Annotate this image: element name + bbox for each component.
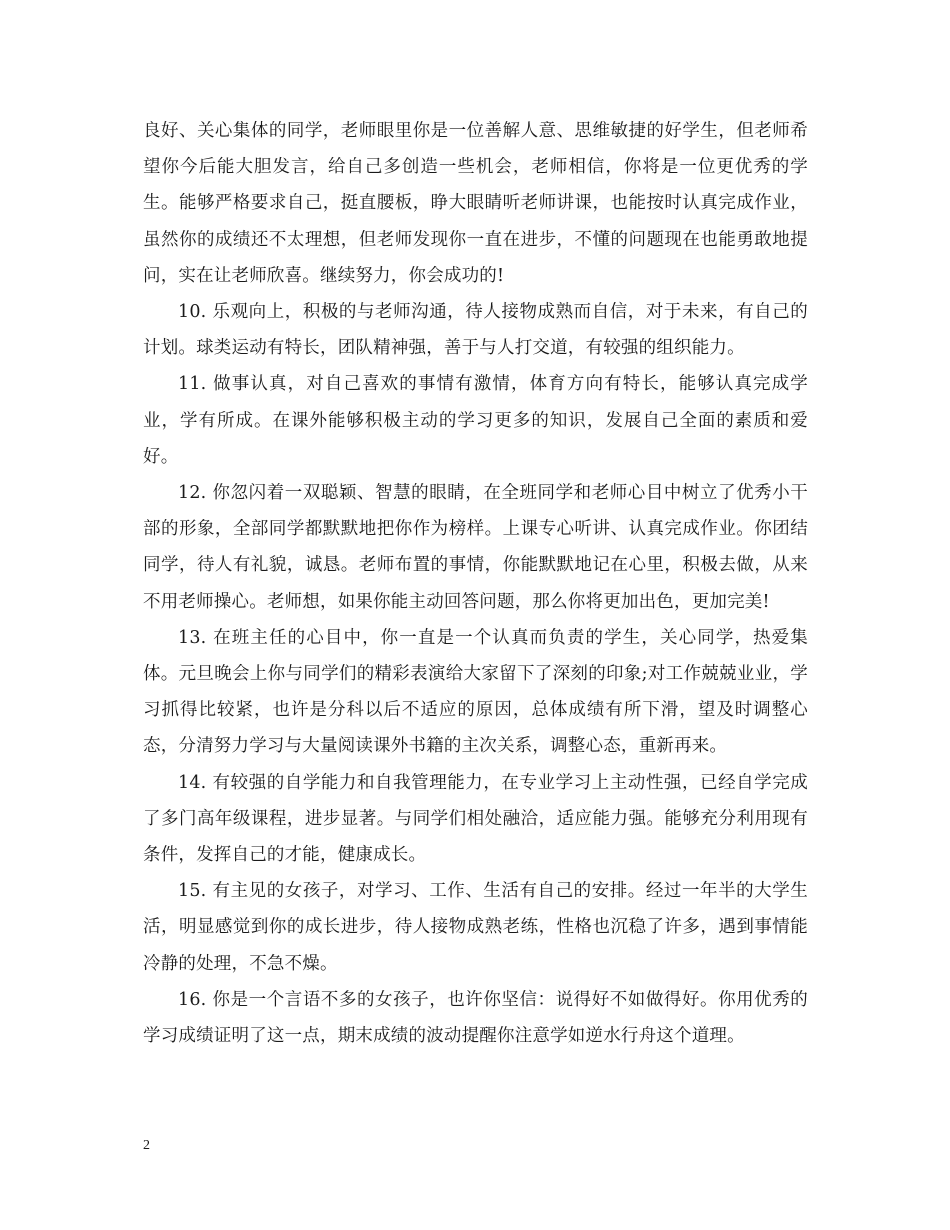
- page-number: 2: [143, 1138, 150, 1153]
- paragraph-item-15: 15. 有主见的女孩子，对学习、工作、生活有自己的安排。经过一年半的大学生活，明显感觉到你的成长进步，待人接物成熟老练，性格也沉稳了许多，遇到事情能冷静的处理，不急不燥。: [143, 881, 808, 974]
- paragraph-item-14: 14. 有较强的自学能力和自我管理能力，在专业学习上主动性强，已经自学完成了多门高年级课程，进步显著。与同学们相处融洽，适应能力强。能够充分利用现有条件，发挥自己的才能，健康成长。: [143, 772, 808, 866]
- paragraph-item-16: 16. 你是一个言语不多的女孩子，也许你坚信：说得好不如做得好。你用优秀的学习成绩证明了这一点，期末成绩的波动提醒你注意学如逆水行舟这个道理。: [143, 989, 808, 1047]
- paragraph-item-12: 12. 你忽闪着一双聪颖、智慧的眼睛，在全班同学和老师心目中树立了优秀小干部的形象，全部同学都默默地把你作为榜样。上课专心听讲、认真完成作业。你团结同学，待人有礼貌，诚恳。老师布置的事情，你能默默地记在心里，积极去做，从来不用老师操心。老师想，如果你能主动回答问题，那么你将更加出色，更加完美!: [143, 483, 808, 612]
- paragraph-item-13: 13. 在班主任的心目中，你一直是一个认真而负责的学生，关心同学，热爱集体。元旦晚会上你与同学们的精彩表演给大家留下了深刻的印象;对工作兢兢业业，学习抓得比较紧，也许是分科以后不适应的原因，总体成绩有所下滑，望及时调整心态，分清努力学习与大量阅读课外书籍的主次关系，调整心态，重新再来。: [143, 627, 808, 757]
- paragraph-item-11: 11. 做事认真，对自己喜欢的事情有激情，体育方向有特长，能够认真完成学业，学有所成。在课外能够积极主动的学习更多的知识，发展自己全面的素质和爱好。: [143, 374, 808, 467]
- paragraph-continuation: 良好、关心集体的同学，老师眼里你是一位善解人意、思维敏捷的好学生，但老师希望你今后能大胆发言，给自己多创造一些机会，老师相信，你将是一位更优秀的学生。能够严格要求自己，挺直腰板，睁大眼睛听老师讲课，也能按时认真完成作业，虽然你的成绩还不太理想，但老师发现你一直在进步，不懂的问题现在也能勇敢地提问，实在让老师欣喜。继续努力，你会成功的!: [143, 121, 808, 286]
- document-body: [143, 113, 808, 1054]
- paragraph-item-10: 10. 乐观向上，积极的与老师沟通，待人接物成熟而自信，对于未来，有自己的计划。球类运动有特长，团队精神强，善于与人打交道，有较强的组织能力。: [143, 302, 808, 359]
